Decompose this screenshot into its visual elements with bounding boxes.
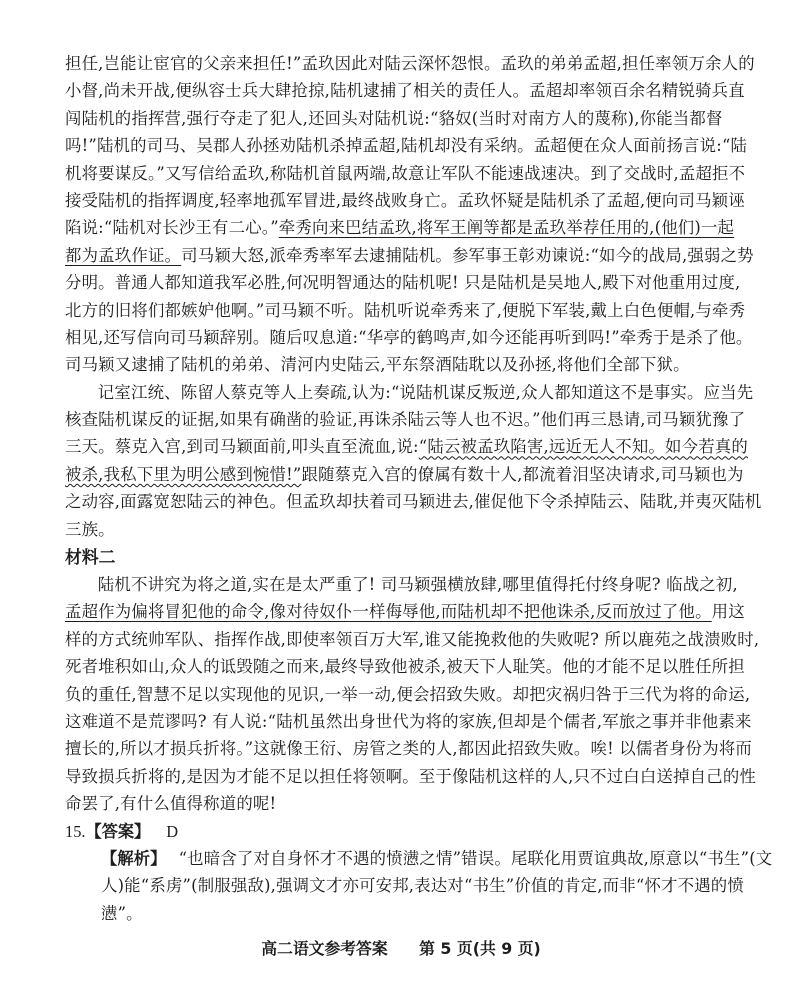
text-line [65,351,737,378]
text-line [65,653,745,680]
underlined-segment: 都为孟玖作证。 [65,245,182,265]
text-segment: 死者堆积如山,众人的诋毁随之而来,最终导致他被杀,被天下人耻笑。他的才能不足以胜任所担 [65,657,745,677]
text-segment: 命罢了,有什么值得称道的呢! [65,794,277,814]
text-line [101,900,737,927]
question-number: 15. [65,821,86,841]
text-segment: 陆机不讲究为将之道,实在是太严重了! 司马颖强横放肆,哪里值得托付终身呢? 临战之初, [97,575,738,595]
question-15-answer [65,818,737,845]
text-segment: 机将要谋反。”又写信给孟玖,称陆机首鼠两端,故意让军队不能速战速决。到了交战时,孟超拒不 [65,163,746,183]
text-segment: 擅长的,所以才损兵折将。”这就像王衍、房管之类的人,都因此招致失败。唉! 以儒者身份为将而 [65,739,753,759]
text-segment: 记室江统、陈留人蔡克等人上奏疏,认为:“说陆机谋反叛逆,众人都知道这不是事实。应当先 [97,382,754,402]
text-segment: 吗!”陆机的司马、吴郡人孙拯劝陆机杀掉孟超,陆机却没有采纳。孟超便在众人面前扬言说:“陆 [65,136,748,156]
text-line [65,379,754,406]
text-segment: 北方的旧将们都嫉妒他啊。”司马颖不听。陆机听说牵秀来了,便脱下军装,戴上白色便帽,与牵秀 [65,300,746,320]
text-line [65,214,737,241]
text-line [65,105,737,132]
text-line [65,763,757,790]
text-segment: 之动容,面露宽恕陆云的神色。但孟玖却扶着司马颖进去,催促他下令杀掉陆云、陆耽,并夷灭陆机 [65,492,762,512]
text-segment: 司马颖大怒,派牵秀率军去逮捕陆机。参军事王彰劝谏说:“如今的战局,强弱之势 [181,245,754,265]
document-body [65,50,773,927]
text-segment: “也暗含了对自身怀才不遇的愤懑之情”错误。尾联化用贾谊典故,原意以“书生”(文 [178,848,773,868]
text-line [101,872,744,899]
answer-letter: D [166,821,179,841]
text-line [65,160,746,187]
text-line [65,790,737,817]
text-segment: 接受陆机的指挥调度,轻率地孤军冒进,最终战败身亡。孟玖怀疑是陆机杀了孟超,便向司马颖诬 [65,190,745,210]
text-line [65,242,754,269]
underlined-segment: 牵秀向来巴结孟玖,将军王阐等都是孟玖举荐任用的,(他们)一起 [278,218,735,238]
text-line [65,681,751,708]
text-line [65,297,746,324]
text-segment: 负的重任,智慧不足以实现他的见识,一举一动,便会招致失败。却把灾祸归咎于三代为将的命运, [65,684,751,704]
text-line [65,461,744,488]
text-segment: 三天。蔡克入宫,到司马颖面前,叩头直至流血,说: [65,437,419,457]
text-segment: 陷说:“陆机对长沙王有二心。” [65,218,279,238]
question-15-analysis [101,845,773,927]
text-line [65,433,748,460]
text-line [65,708,752,735]
text-line [65,132,748,159]
text-line [65,735,753,762]
text-line [65,598,745,625]
wavy-underlined-segment: “陆云被孟玖陷害,远近无人不知。如今若真的 [418,437,748,457]
text-segment: 导致损兵折将的,是因为才能不足以担任将领啊。至于像陆机这样的人,只不过白白送掉自己的性 [65,766,757,786]
text-segment: 小督,尚未开战,便纵容士兵大肆抢掠,陆机逮捕了相关的责任人。孟超却率领百余名精锐骑兵直 [65,81,745,101]
text-segment: 样的方式统帅军队、指挥作战,即使率领百万大军,谁又能挽救他的失败呢? 所以鹿苑之战溃败时, [65,629,760,649]
text-line [65,406,746,433]
wavy-underlined-segment: 被杀,我私下里为明公感到惋惜!” [65,464,302,484]
text-segment: 闯陆机的指挥营,强行夺走了犯人,还回头对陆机说:“貉奴(当时对南方人的蔑称),你能当都督 [65,108,723,128]
text-segment: 分明。普通人都知道我军必胜,何况明智通达的陆机呢! 只是陆机是吴地人,殿下对他重用过度, [65,273,741,293]
text-line [65,77,745,104]
text-line [65,50,755,77]
text-segment: 担任,岂能让宦官的父亲来担任!”孟玖因此对陆云深怀怨恨。孟玖的弟弟孟超,担任率领万余人的 [65,54,755,73]
text-segment: 跟随蔡克入宫的僚属有数十人,都流着泪坚决请求,司马颖也为 [301,464,744,484]
page-footer [65,936,737,959]
text-segment: 人)能“系虏”(制服强敌),强调文才亦可安邦,表达对“书生”价值的肯定,而非“怀才不遇的愤 [101,876,744,896]
footer-page-number: 第 5 页(共 9 页) [419,939,541,959]
text-segment: 这难道不是荒谬吗? 有人说:“陆机虽然出身世代为将的家族,但却是个儒者,军旅之事并非他素来 [65,711,752,731]
text-line [65,324,753,351]
text-line [65,187,745,214]
text-segment: 相见,还写信向司马颖辞别。随后叹息道:“华亭的鹤鸣声,如今还能再听到吗!”牵秀于是杀了他。 [65,327,753,347]
text-segment: 司马颖又逮捕了陆机的弟弟、清河内史陆云,平东祭酒陆耽以及孙拯,将他们全部下狱。 [65,355,690,375]
text-segment: 用这 [711,602,745,622]
translation-paragraph-2 [65,379,762,543]
text-line [65,488,762,515]
text-line [65,571,737,598]
text-segment: 核查陆机谋反的证据,如果有确凿的验证,再诛杀陆云等人也不迟。”他们再三恳请,司马颖犹豫了 [65,410,746,430]
text-segment: 三族。 [65,519,115,539]
footer-document-title: 高二语文参考答案 [261,939,388,959]
underlined-segment: 孟超作为偏将冒犯他的命令,像对待奴仆一样侮辱他,而陆机却不把他诛杀,反而放过了他。 [65,602,712,622]
translation-paragraph-1 [65,50,755,379]
text-line [65,626,760,653]
analysis-label: 【解析】 [101,848,167,868]
text-line [65,516,737,543]
material-2-heading: 材料二 [65,547,116,568]
answer-label: 【答案】 [85,821,151,841]
text-line [101,845,773,872]
text-line [65,269,741,296]
translation-paragraph-3 [65,571,760,818]
text-segment: 懑”。 [101,903,143,923]
